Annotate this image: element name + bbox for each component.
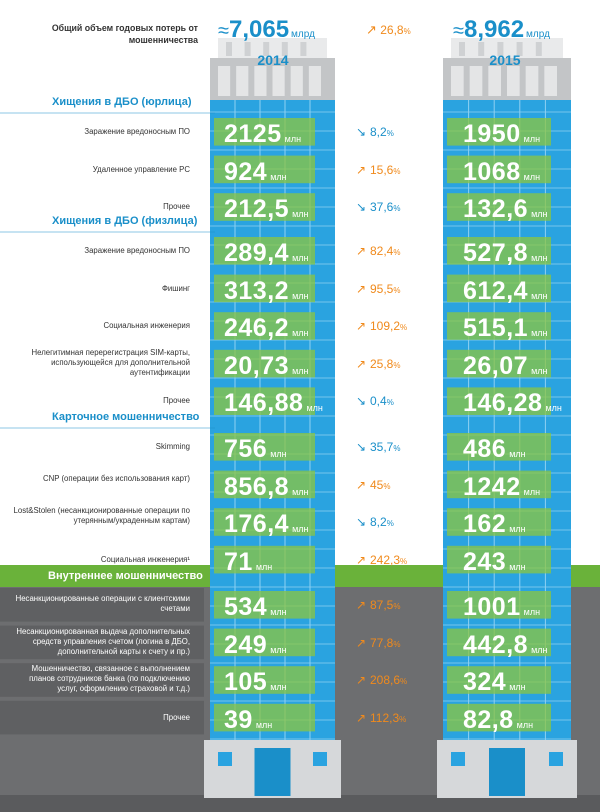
value-2014-unit: млн xyxy=(292,524,309,535)
value-2015-unit: млн xyxy=(523,134,541,144)
row-label-text: Социальная инженерия xyxy=(103,321,190,331)
value-2015-number: 1068 xyxy=(463,157,521,186)
value-2015-number: 146,28 xyxy=(463,389,543,418)
row-label xyxy=(10,442,190,452)
arrow-down-icon: ↘ xyxy=(356,394,367,409)
value-2014 xyxy=(224,670,287,695)
value-2015-unit: млн xyxy=(509,561,526,572)
arrow-up-icon: ↗ xyxy=(356,356,367,371)
value-2015-number: 527,8 xyxy=(463,239,529,267)
arrow-up-icon: ↗ xyxy=(366,22,377,37)
value-2014-number: 249 xyxy=(224,630,268,659)
value-2014 xyxy=(224,547,273,576)
tower-2015-crown-slot xyxy=(459,42,465,56)
value-2015-number: 1242 xyxy=(463,472,521,501)
tower-2014-base-window xyxy=(218,752,232,766)
value-2014-unit: млн xyxy=(292,209,309,220)
row-label-text: Удаленное управление PC xyxy=(92,164,190,174)
row-label xyxy=(10,627,190,657)
arrow-down-icon: ↘ xyxy=(356,200,367,215)
change-value: 109,2 xyxy=(370,319,401,334)
value-2015 xyxy=(463,512,526,537)
row-label-text: Прочее xyxy=(163,712,190,722)
value-2014-number: 20,73 xyxy=(224,351,290,380)
percent-sign: % xyxy=(393,166,401,176)
value-2014-unit: млн xyxy=(255,719,273,730)
change-percent xyxy=(356,711,406,725)
value-2014-number: 924 xyxy=(224,157,268,186)
tower-2015-top-panel xyxy=(507,66,520,96)
total-2015-value: 8,962 xyxy=(463,16,525,43)
arrow-up-icon: ↗ xyxy=(356,281,367,296)
arrow-up-icon: ↗ xyxy=(356,552,367,567)
value-2015 xyxy=(463,670,526,695)
value-2014-unit: млн xyxy=(270,449,287,459)
value-2015-number: 162 xyxy=(463,510,507,539)
section-title xyxy=(52,411,199,423)
value-2014 xyxy=(224,157,287,186)
tower-2014-door xyxy=(255,748,291,796)
section-title xyxy=(48,570,203,582)
value-2015 xyxy=(463,241,547,266)
value-2015-unit: млн xyxy=(531,253,548,263)
value-2015-number: 26,07 xyxy=(463,351,529,380)
tower-2015-door xyxy=(489,748,525,796)
value-2014 xyxy=(224,391,323,416)
value-2014 xyxy=(224,705,273,734)
change-value: 112,3 xyxy=(370,710,400,725)
change-value: 95,5 xyxy=(370,281,394,296)
arrow-up-icon: ↗ xyxy=(356,244,367,258)
value-2014-unit: млн xyxy=(292,486,309,497)
row-label xyxy=(10,321,190,331)
value-2015 xyxy=(463,472,541,501)
value-2015-unit: млн xyxy=(509,682,526,693)
value-2015-unit: млн xyxy=(531,209,548,220)
tower-2015-base-window xyxy=(451,752,465,766)
value-2015-unit: млн xyxy=(531,290,548,301)
year-2015: 2015 xyxy=(489,52,521,68)
change-percent xyxy=(356,200,400,214)
value-2015 xyxy=(463,630,548,659)
value-2014-unit: млн xyxy=(255,561,273,572)
value-2015-number: 1950 xyxy=(463,120,521,148)
change-value: 77,8 xyxy=(370,635,394,650)
change-value: 15,6 xyxy=(370,162,394,177)
value-2014-number: 146,88 xyxy=(224,389,304,418)
percent-sign: % xyxy=(393,248,401,257)
value-2014-unit: млн xyxy=(270,644,287,655)
change-percent xyxy=(356,673,407,687)
row-label xyxy=(10,594,190,614)
total-change-value: 26,8 xyxy=(380,23,404,37)
value-2015-number: 486 xyxy=(463,435,507,463)
value-2014-number: 246,2 xyxy=(224,314,290,343)
row-label xyxy=(10,474,190,484)
change-value: 82,4 xyxy=(370,244,394,258)
value-2014-unit: млн xyxy=(270,607,287,617)
value-2014 xyxy=(224,351,309,380)
row-label-text: CNP (операции без использования карт) xyxy=(42,473,190,483)
arrow-down-icon: ↘ xyxy=(356,125,367,139)
value-2015-unit: млн xyxy=(523,607,541,617)
value-2014-number: 71 xyxy=(224,547,253,576)
row-label xyxy=(10,202,190,212)
row-label xyxy=(10,348,190,378)
value-2014 xyxy=(224,197,308,222)
section-title xyxy=(52,215,197,227)
row-label-text: Skimming xyxy=(155,442,190,451)
value-2014-unit: млн xyxy=(292,328,309,339)
change-value: 25,8 xyxy=(370,356,394,371)
value-2015-unit: млн xyxy=(516,719,534,730)
row-label xyxy=(10,506,190,526)
total-2014-unit: млрд xyxy=(291,29,315,40)
value-2015 xyxy=(463,276,548,305)
percent-sign: % xyxy=(386,519,394,529)
arrow-up-icon: ↗ xyxy=(356,710,367,725)
row-label-text: Фишинг xyxy=(161,283,190,293)
percent-sign: % xyxy=(400,323,408,333)
change-value: 87,5 xyxy=(370,598,394,612)
change-value: 35,7 xyxy=(370,440,394,454)
value-2015 xyxy=(463,316,547,341)
change-percent xyxy=(356,394,394,408)
change-percent xyxy=(356,357,400,371)
value-2014-unit: млн xyxy=(284,134,302,144)
value-2015 xyxy=(463,705,534,734)
value-2015-number: 515,1 xyxy=(463,314,529,343)
value-2015-unit: млн xyxy=(545,403,562,414)
page-title: Общий объем годовых потерь от мошенничества xyxy=(51,23,198,45)
change-percent xyxy=(356,125,394,139)
change-value: 8,2 xyxy=(370,125,387,139)
value-2014-unit: млн xyxy=(270,171,287,182)
section-title-text: Хищения в ДБО (юрлица) xyxy=(52,96,192,108)
value-2015-number: 612,4 xyxy=(463,276,529,305)
change-value: 45 xyxy=(370,477,384,492)
percent-sign: % xyxy=(393,204,401,214)
row-label-text: Несанкционированная выдача дополнительных средств управления счетом (логина в ДБО, дополнительной карты к счету и пр.) xyxy=(16,626,190,656)
value-2014-number: 212,5 xyxy=(224,195,290,224)
value-2014 xyxy=(224,316,308,341)
value-2015 xyxy=(463,157,541,186)
tower-2015-top-panel xyxy=(451,66,464,96)
row-label-text: Lost&Stolen (несанкционированные операции по утерянным/украденным картам) xyxy=(13,506,190,526)
row-label-text: Заражение вредоносным ПО xyxy=(84,246,190,255)
value-2015-number: 243 xyxy=(463,547,507,576)
arrow-down-icon: ↘ xyxy=(356,515,367,530)
row-label-text: Прочее xyxy=(163,396,190,406)
tower-2014-top-panel xyxy=(291,66,303,96)
total-2015 xyxy=(453,16,550,44)
change-percent xyxy=(356,440,400,454)
year-2014: 2014 xyxy=(257,52,289,68)
row-label-text: Несанкционированные операции с клиентскими счетами xyxy=(15,594,190,613)
change-value: 0,4 xyxy=(370,394,387,409)
section-title-text: Хищения в ДБО (физлица) xyxy=(52,215,198,227)
change-percent xyxy=(356,163,400,177)
row-label-text: Прочее xyxy=(163,202,190,212)
value-2015-number: 82,8 xyxy=(463,705,514,734)
percent-sign: % xyxy=(400,677,408,687)
tower-2015-top-panel xyxy=(488,66,501,96)
value-2015-number: 442,8 xyxy=(463,630,529,659)
tower-2014-top-panel xyxy=(236,66,248,96)
row-label xyxy=(10,127,190,137)
tower-2015-top-panel xyxy=(544,66,557,96)
change-percent xyxy=(356,598,400,612)
value-2015-number: 324 xyxy=(463,668,507,697)
change-value: 242,3 xyxy=(370,552,401,567)
percent-sign: % xyxy=(383,481,391,491)
total-2014 xyxy=(218,16,315,44)
tower-2014-crown-slot xyxy=(226,42,232,56)
value-2015-unit: млн xyxy=(531,365,548,376)
section-title-text: Внутреннее мошенничество xyxy=(48,570,203,582)
arrow-up-icon: ↗ xyxy=(356,319,367,334)
value-2014-number: 176,4 xyxy=(224,510,290,539)
total-change xyxy=(366,22,411,38)
arrow-up-icon: ↗ xyxy=(356,477,367,492)
value-2015 xyxy=(463,547,526,576)
arrow-down-icon: ↘ xyxy=(356,440,367,454)
row-label xyxy=(10,396,190,406)
value-2014-number: 289,4 xyxy=(224,239,290,267)
tower-2014-top-panel xyxy=(273,66,285,96)
value-2014 xyxy=(224,122,301,147)
row-label xyxy=(10,664,190,694)
row-label xyxy=(10,246,190,256)
value-2014 xyxy=(224,512,308,537)
arrow-up-icon: ↗ xyxy=(356,673,367,688)
arrow-up-icon: ↗ xyxy=(356,162,367,177)
percent-sign: % xyxy=(400,556,408,566)
value-2015-unit: млн xyxy=(523,171,541,182)
value-2014-number: 856,8 xyxy=(224,472,290,501)
value-2014 xyxy=(224,241,308,266)
value-2015-unit: млн xyxy=(509,449,526,459)
percent-sign: % xyxy=(399,714,407,724)
percent-sign: % xyxy=(393,444,401,453)
total-2014-value: 7,065 xyxy=(228,16,290,43)
value-2014-unit: млн xyxy=(292,290,309,301)
tower-2014-top-panel xyxy=(254,66,266,96)
value-2014-number: 534 xyxy=(224,593,268,621)
percent-sign: % xyxy=(386,129,394,138)
value-2014 xyxy=(224,595,287,620)
row-label-text: Мошенничество, связанное с выполнением планов сотрудников банка (по подключению услуг, оформлению страховой и т.д.) xyxy=(29,664,190,694)
value-2014 xyxy=(224,437,287,462)
percent-sign: % xyxy=(393,285,401,295)
percent-sign: % xyxy=(393,639,401,649)
tower-2014-top-panel xyxy=(309,66,321,96)
value-2014 xyxy=(224,276,309,305)
arrow-up-icon: ↗ xyxy=(356,598,367,612)
value-2014-unit: млн xyxy=(306,403,323,414)
value-2014-number: 756 xyxy=(224,435,268,463)
value-2015 xyxy=(463,351,548,380)
tower-2015-top-panel xyxy=(526,66,539,96)
approx-sign: ≈ xyxy=(453,20,464,42)
value-2015 xyxy=(463,437,526,462)
change-percent xyxy=(356,636,400,650)
total-2015-unit: млрд xyxy=(526,29,550,40)
percent-sign: % xyxy=(393,602,401,611)
change-percent xyxy=(356,515,394,529)
tower-2014-top-panel xyxy=(218,66,230,96)
value-2014-number: 105 xyxy=(224,668,268,697)
arrow-up-icon: ↗ xyxy=(356,635,367,650)
change-percent xyxy=(356,282,400,296)
change-value: 208,6 xyxy=(370,673,401,688)
row-label-text: Социальная инженерия¹ xyxy=(100,554,190,564)
section-title xyxy=(52,96,191,108)
value-2014-unit: млн xyxy=(292,365,309,376)
value-2015-unit: млн xyxy=(531,328,548,339)
value-2015-unit: млн xyxy=(509,524,526,535)
value-2014-number: 313,2 xyxy=(224,276,290,305)
value-2015-unit: млн xyxy=(523,486,541,497)
total-change-unit: % xyxy=(403,27,411,36)
value-2015-number: 1001 xyxy=(463,593,521,621)
tower-2015-base-window xyxy=(549,752,563,766)
change-percent xyxy=(356,244,400,258)
value-2014-number: 39 xyxy=(224,705,253,734)
percent-sign: % xyxy=(386,398,394,408)
row-label xyxy=(10,165,190,175)
value-2014 xyxy=(224,630,287,659)
row-label-text: Нелегитимная перерегистрация SIM-карты, использующейся для дополнительной аутентификации xyxy=(31,347,190,377)
value-2014 xyxy=(224,472,309,501)
change-percent xyxy=(356,478,390,492)
value-2015 xyxy=(463,197,547,222)
change-percent xyxy=(356,553,407,567)
section-title-text: Карточное мошенничество xyxy=(52,411,200,423)
percent-sign: % xyxy=(393,360,401,370)
row-label xyxy=(10,713,190,723)
value-2014-number: 2125 xyxy=(224,120,282,148)
value-2015-number: 132,6 xyxy=(463,195,529,224)
change-value: 8,2 xyxy=(370,515,387,530)
row-label xyxy=(10,284,190,294)
row-label xyxy=(10,555,190,565)
value-2015 xyxy=(463,391,562,416)
value-2015-unit: млн xyxy=(531,644,548,655)
change-value: 37,6 xyxy=(370,200,394,215)
change-percent xyxy=(356,319,407,333)
tower-2014-base-window xyxy=(313,752,327,766)
approx-sign: ≈ xyxy=(218,20,229,42)
row-label-text: Заражение вредоносным ПО xyxy=(84,127,190,136)
value-2014-unit: млн xyxy=(270,682,287,693)
tower-2015-top-panel xyxy=(470,66,483,96)
value-2015 xyxy=(463,595,540,620)
value-2014-unit: млн xyxy=(292,253,309,263)
value-2015 xyxy=(463,122,540,147)
